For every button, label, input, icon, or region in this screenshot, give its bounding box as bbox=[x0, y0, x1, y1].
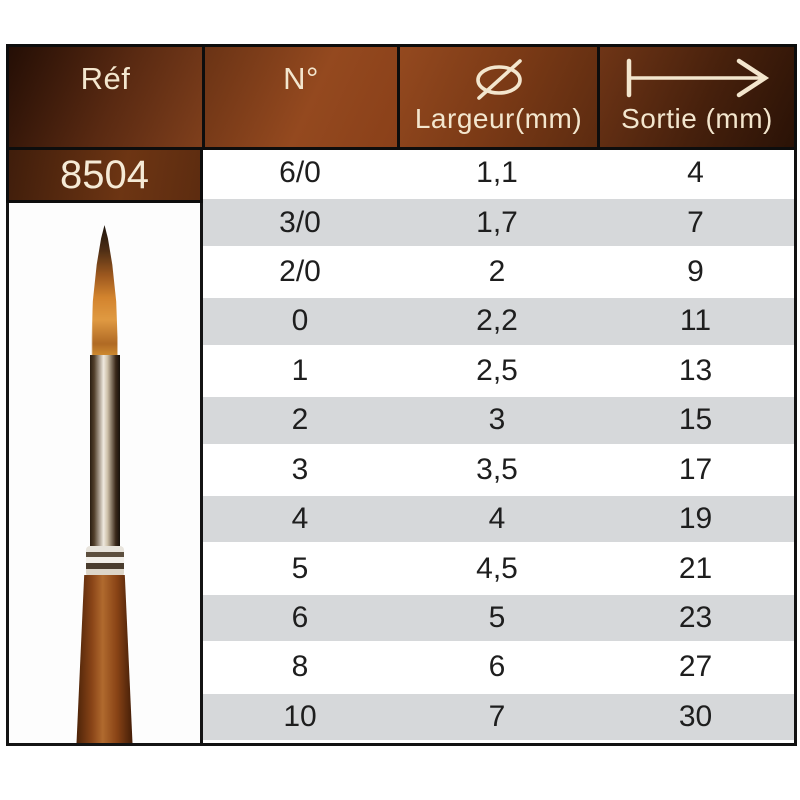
table-row bbox=[203, 150, 794, 196]
cell-numero: 3/0 bbox=[279, 205, 321, 239]
cell-largeur: 3,5 bbox=[476, 452, 518, 486]
table-row bbox=[203, 295, 794, 347]
table-row bbox=[203, 348, 794, 394]
cell-largeur: 3 bbox=[488, 403, 506, 437]
table-row bbox=[203, 196, 794, 248]
cell-numero: 8 bbox=[291, 650, 309, 684]
cell-sortie: 13 bbox=[678, 353, 713, 387]
brush-handle bbox=[76, 575, 134, 746]
header-sortie bbox=[600, 47, 794, 147]
cell-sortie: 11 bbox=[679, 304, 712, 338]
cell-numero: 10 bbox=[283, 699, 317, 733]
cell-numero: 1 bbox=[291, 353, 309, 387]
paintbrush-illustration bbox=[73, 225, 137, 746]
brush-crimp-rings bbox=[86, 546, 124, 577]
cell-sortie: 27 bbox=[678, 650, 713, 684]
cell-sortie: 21 bbox=[678, 551, 713, 585]
cell-numero: 4 bbox=[291, 502, 309, 536]
cell-sortie: 19 bbox=[678, 502, 713, 536]
header-largeur-label: Largeur(mm) bbox=[414, 103, 583, 134]
cell-largeur: 4 bbox=[488, 502, 506, 536]
table-row bbox=[203, 691, 794, 743]
cell-numero: 2/0 bbox=[279, 255, 321, 289]
header-largeur bbox=[400, 47, 597, 147]
cell-sortie: 30 bbox=[678, 699, 713, 733]
cell-largeur: 5 bbox=[488, 601, 506, 634]
table-row bbox=[203, 592, 794, 644]
cell-largeur: 1,1 bbox=[476, 156, 518, 190]
cell-numero: 2 bbox=[291, 403, 309, 437]
table-row bbox=[203, 447, 794, 493]
table-row bbox=[203, 394, 794, 446]
cell-numero: 0 bbox=[291, 304, 309, 338]
cell-sortie: 9 bbox=[687, 255, 704, 289]
cell-largeur: 2 bbox=[488, 255, 506, 289]
spec-table bbox=[6, 44, 797, 746]
cell-numero: 6/0 bbox=[279, 156, 321, 190]
product-photo bbox=[6, 203, 203, 746]
brush-bristles bbox=[92, 225, 118, 357]
cell-sortie: 23 bbox=[678, 601, 713, 634]
cell-sortie: 17 bbox=[678, 452, 713, 486]
brush-ferrule bbox=[90, 355, 120, 548]
header-ref-label: Réf bbox=[80, 61, 131, 96]
arrow-right-icon bbox=[621, 55, 773, 101]
header-ref bbox=[9, 47, 202, 147]
cell-largeur: 4,5 bbox=[476, 551, 518, 585]
reference-number: 8504 bbox=[6, 150, 203, 203]
table-row bbox=[203, 249, 794, 295]
table-header bbox=[6, 44, 797, 150]
cell-sortie: 15 bbox=[678, 403, 713, 437]
header-numero-label: N° bbox=[283, 61, 319, 96]
table-row bbox=[203, 545, 794, 591]
cell-numero: 3 bbox=[291, 452, 309, 486]
cell-largeur: 2,2 bbox=[476, 304, 518, 338]
cell-numero: 5 bbox=[291, 551, 309, 585]
size-rows bbox=[203, 150, 797, 746]
table-body bbox=[6, 150, 797, 746]
diameter-icon bbox=[464, 55, 534, 101]
reference-column bbox=[6, 150, 203, 746]
cell-sortie: 4 bbox=[687, 156, 704, 190]
cell-largeur: 6 bbox=[488, 650, 506, 684]
header-sortie-label: Sortie (mm) bbox=[621, 103, 773, 134]
cell-largeur: 1,7 bbox=[476, 205, 518, 239]
table-row bbox=[203, 493, 794, 545]
cell-numero: 6 bbox=[291, 601, 309, 634]
cell-sortie: 7 bbox=[687, 205, 704, 239]
table-row bbox=[203, 644, 794, 690]
cell-largeur: 7 bbox=[488, 699, 506, 733]
header-numero bbox=[205, 47, 397, 147]
cell-largeur: 2,5 bbox=[476, 353, 518, 387]
